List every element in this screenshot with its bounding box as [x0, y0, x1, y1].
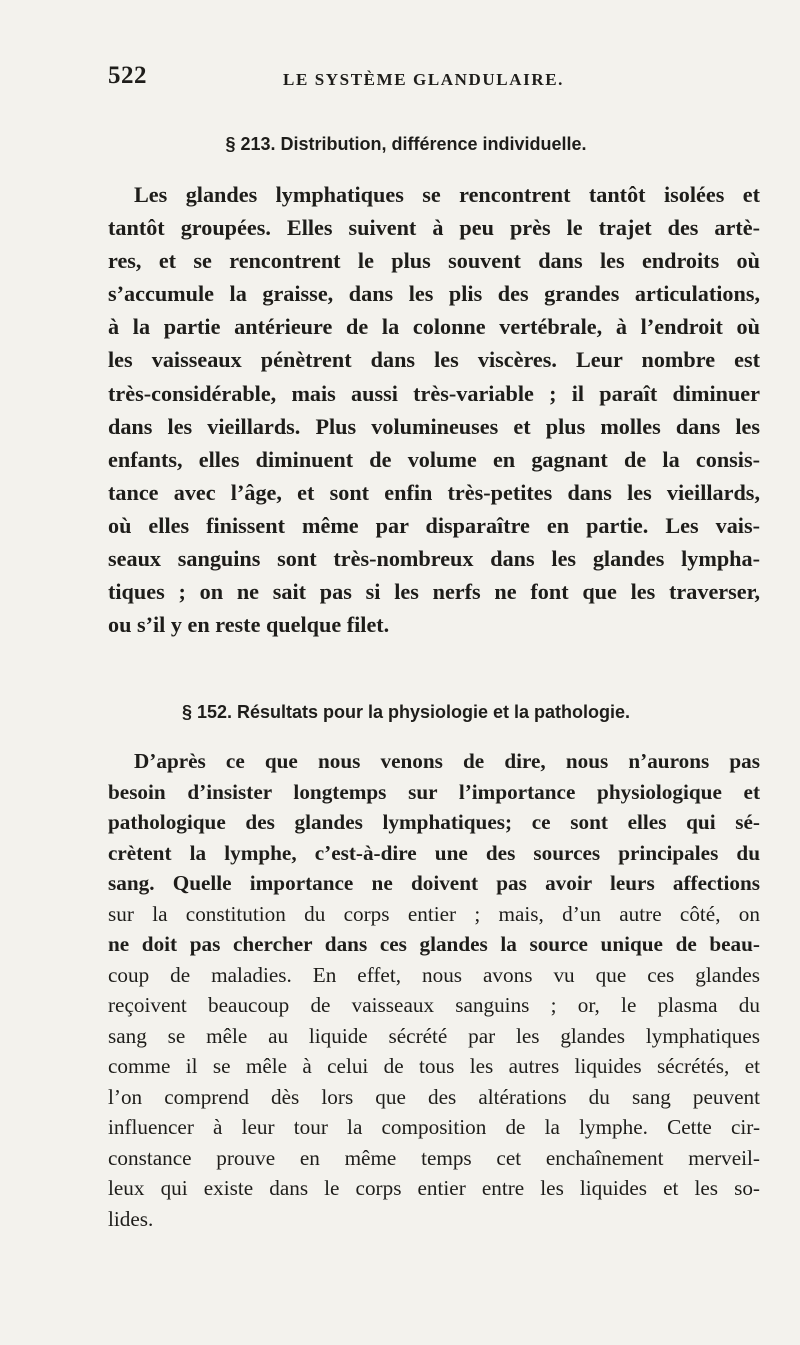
text-line: tantôt groupées. Elles suivent à peu près le trajet des artè-: [108, 215, 760, 241]
text-line: enfants, elles diminuent de volume en gagnant de la consis-: [108, 446, 760, 472]
text-line: Les glandes lymphatiques se rencontrent tantôt isolées et: [134, 182, 760, 207]
text-line: les vaisseaux pénètrent dans les viscères. Leur nombre est: [108, 347, 760, 373]
text-line: constance prouve en même temps cet enchaînement merveil-: [108, 1145, 760, 1170]
text-line: reçoivent beaucoup de vaisseaux sanguins ; or, le plasma du: [108, 993, 760, 1017]
text-line: res, et se rencontrent le plus souvent dans les endroits où: [108, 248, 760, 274]
text-line: coup de maladies. En effet, nous avons vu que ces glandes: [108, 962, 760, 987]
paragraph-results: [108, 746, 760, 1234]
text-line: comme il se mêle à celui de tous les autres liquides sécrétés, et: [108, 1054, 760, 1078]
running-title: LE SYSTÈME GLANDULAIRE.: [283, 70, 564, 89]
text-line: à la partie antérieure de la colonne vertébrale, à l’endroit où: [108, 314, 760, 340]
text-line: D’après ce que nous venons de dire, nous n’aurons pas: [134, 749, 760, 773]
text-line: pathologique des glandes lymphatiques; ce sont elles qui sé-: [108, 810, 760, 834]
text-line: ne doit pas chercher dans ces glandes la source unique de beau-: [108, 932, 760, 956]
text-line: sang se mêle au liquide sécrété par les glandes lymphatiques: [108, 1023, 760, 1048]
text-line: l’on comprend dès lors que des altérations du sang peuvent: [108, 1084, 760, 1109]
text-line: crètent la lymphe, c’est-à-dire une des sources principales du: [108, 840, 760, 865]
text-line: besoin d’insister longtemps sur l’importance physiologique et: [108, 779, 760, 804]
text-line: tance avec l’âge, et sont enfin très-petites dans les vieillards,: [108, 479, 760, 505]
text-line: très-considérable, mais aussi très-variable ; il paraît diminuer: [108, 380, 760, 406]
text-line: lides.: [108, 1206, 154, 1231]
text-line: sur la constitution du corps entier ; mais, d’un autre côté, on: [108, 901, 760, 926]
running-head: [108, 60, 708, 100]
text-line: dans les vieillards. Plus volumineuses et plus molles dans les: [108, 413, 760, 439]
section-heading-152: § 152. Résultats pour la physiologie et la pathologie.: [181, 702, 631, 722]
text-line: influencer à leur tour la composition de la lymphe. Cette cir-: [108, 1115, 760, 1139]
page-number: 522: [108, 62, 147, 89]
section-heading-213: § 213. Distribution, différence individuelle.: [225, 134, 587, 154]
text-line: ou s’il y en reste quelque filet.: [108, 612, 390, 638]
paragraph-distribution: [108, 178, 760, 641]
text-line: tiques ; on ne sait pas si les nerfs ne font que les traverser,: [108, 579, 760, 605]
text-line: leux qui existe dans le corps entier entre les liquides et les so-: [108, 1176, 760, 1200]
text-line: où elles finissent même par disparaître en partie. Les vais-: [108, 512, 760, 538]
text-line: s’accumule la graisse, dans les plis des grandes articulations,: [108, 281, 760, 307]
text-line: sang. Quelle importance ne doivent pas avoir leurs affections: [108, 871, 760, 895]
text-line: seaux sanguins sont très-nombreux dans les glandes lympha-: [108, 546, 760, 572]
